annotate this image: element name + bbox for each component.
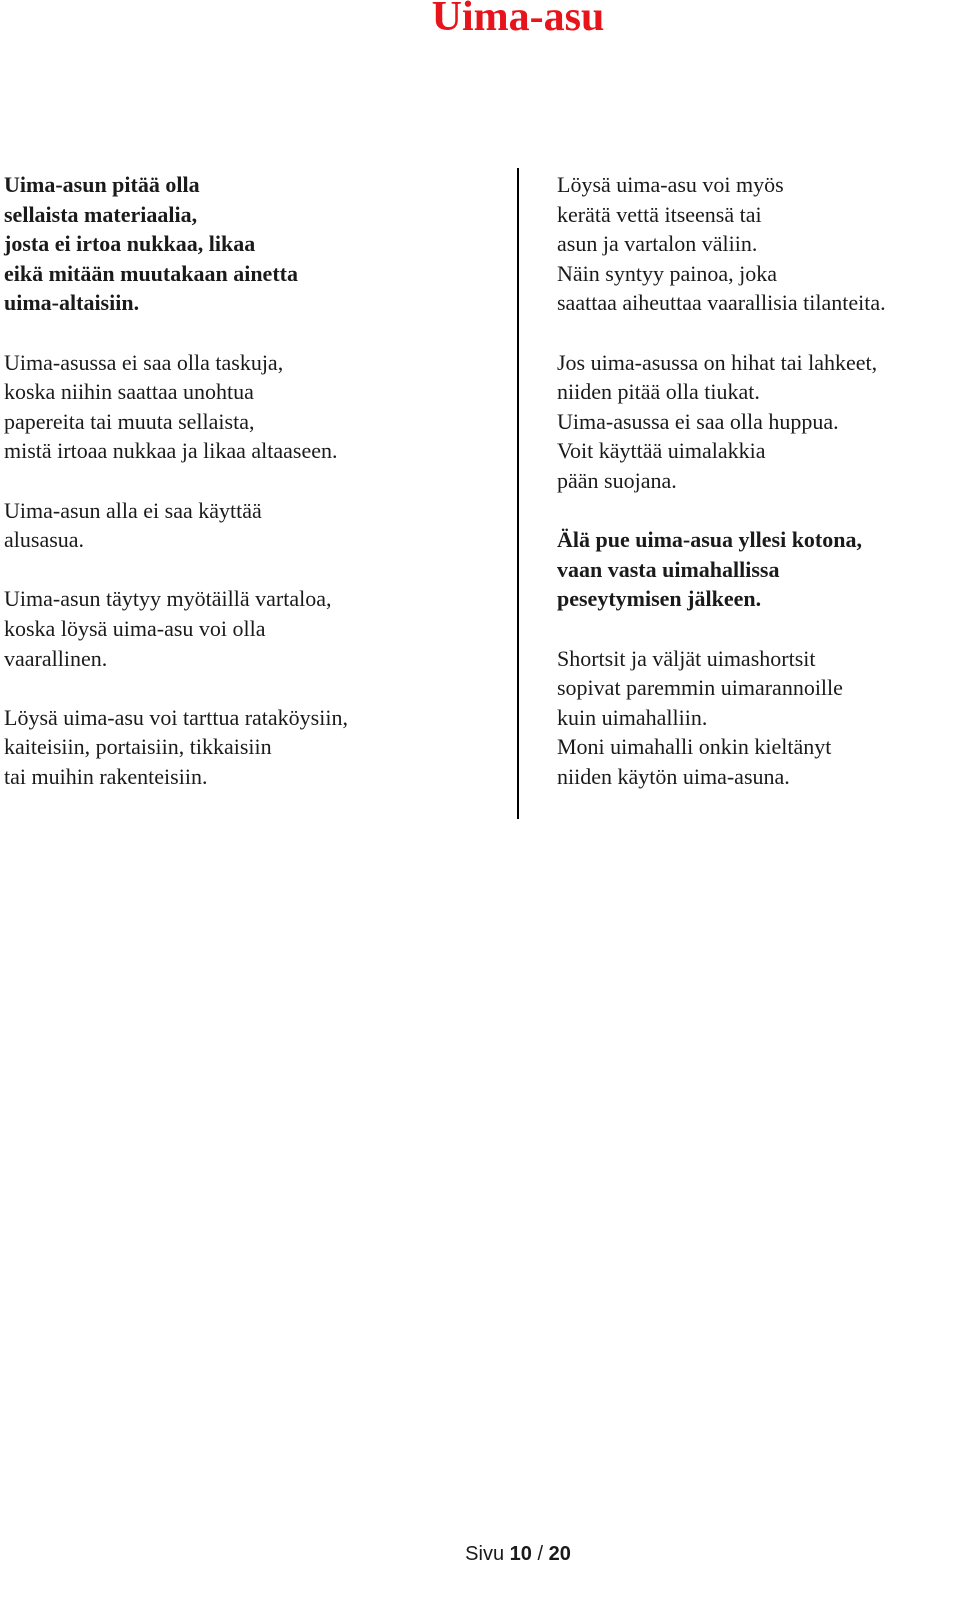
text-line: josta ei irtoa nukkaa, likaa	[4, 231, 256, 257]
text-line: sellaista materiaalia,	[4, 201, 198, 227]
paragraph-material-requirement	[4, 170, 509, 318]
page-label: Sivu	[465, 1543, 505, 1565]
text-line: kerätä vettä itseensä tai	[557, 201, 762, 227]
text-line: Moni uimahalli onkin kieltänyt	[557, 734, 832, 760]
text-line: Löysä uima-asu voi tarttua rataköysiin,	[4, 704, 348, 730]
text-line: koska niihin saattaa unohtua	[4, 379, 254, 405]
paragraph-shorts	[557, 644, 957, 792]
text-line: Voit käyttää uimalakkia	[557, 438, 766, 464]
text-line: Uima-asun alla ei saa käyttää	[4, 497, 262, 523]
text-line: pään suojana.	[557, 467, 677, 493]
column-divider	[517, 168, 519, 819]
text-line: niiden pitää olla tiukat.	[557, 379, 760, 405]
paragraph-no-underwear	[4, 496, 509, 555]
text-line: Näin syntyy painoa, joka	[557, 260, 777, 286]
text-line: peseytymisen jälkeen.	[557, 586, 762, 612]
text-line: papereita tai muuta sellaista,	[4, 408, 255, 434]
page-title: Uima-asu	[431, 0, 605, 40]
left-column	[4, 170, 509, 821]
text-line: eikä mitään muutakaan ainetta	[4, 260, 298, 286]
paragraph-sleeves-hood	[557, 348, 957, 496]
total-pages: 20	[548, 1543, 571, 1565]
text-line: sopivat paremmin uimarannoille	[557, 675, 843, 701]
text-line: tai muihin rakenteisiin.	[4, 763, 208, 789]
text-line: Uima-asussa ei saa olla huppua.	[557, 408, 839, 434]
text-line: saattaa aiheuttaa vaarallisia tilanteita.	[557, 290, 886, 316]
paragraph-water-weight	[557, 170, 957, 318]
paragraph-dont-wear-home	[557, 525, 957, 614]
text-line: Uima-asun täytyy myötäillä vartaloa,	[4, 586, 332, 612]
text-line: Jos uima-asussa on hihat tai lahkeet,	[557, 349, 878, 375]
text-line: vaan vasta uimahallissa	[557, 556, 780, 582]
text-line: Älä pue uima-asua yllesi kotona,	[557, 527, 862, 553]
text-line: alusasua.	[4, 527, 85, 553]
text-line: Shortsit ja väljät uimashortsit	[557, 645, 816, 671]
page-separator: /	[537, 1543, 544, 1565]
text-line: mistä irtoaa nukkaa ja likaa altaaseen.	[4, 438, 338, 464]
text-line: kuin uimahalliin.	[557, 704, 708, 730]
text-line: vaarallinen.	[4, 645, 108, 671]
text-line: Uima-asun pitää olla	[4, 172, 200, 197]
current-page: 10	[509, 1543, 532, 1565]
paragraph-no-pockets	[4, 348, 509, 466]
text-line: uima-altaisiin.	[4, 290, 140, 316]
right-column	[557, 170, 957, 821]
text-line: Löysä uima-asu voi myös	[557, 172, 784, 197]
text-line: Uima-asussa ei saa olla taskuja,	[4, 349, 284, 375]
paragraph-fit-body	[4, 584, 509, 673]
text-line: kaiteisiin, portaisiin, tikkaisiin	[4, 734, 272, 760]
text-line: niiden käytön uima-asuna.	[557, 763, 790, 789]
paragraph-loose-snag	[4, 703, 509, 792]
page-number-footer	[0, 1541, 960, 1567]
text-line: asun ja vartalon väliin.	[557, 231, 758, 257]
text-line: koska löysä uima-asu voi olla	[4, 615, 266, 641]
